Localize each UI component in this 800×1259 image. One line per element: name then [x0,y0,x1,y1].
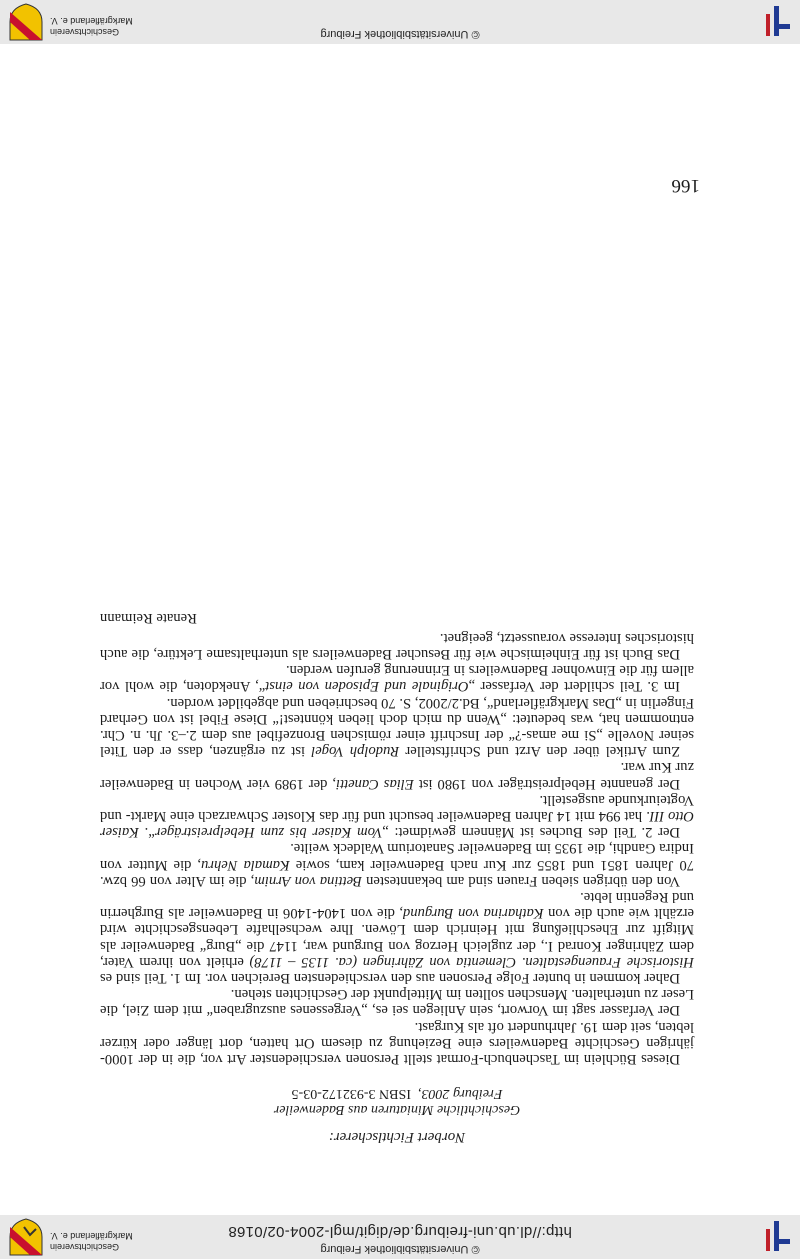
review-signature: Renate Reimann [100,609,197,626]
header-url[interactable]: http://dl.ub.uni-freiburg.de/digit/mgl-2004-02/0168 [228,1223,572,1240]
header-society: Geschichtsverein Markgräflerland e. V. [8,1217,158,1257]
society-shield-icon [8,2,44,42]
paragraph: Der 2. Teil des Buches ist Männern gewidmet: „Vom Kaiser bis zum Hebelpreisträger“. Kaiser Otto III. hat 994 mit 14 Jahren Badenweiler besucht und für das Kloster Schwarzach eine Markt- und Vogteiurkunde ausgestellt. [100,791,694,841]
footer-society: Geschichtsverein Markgräflerland e. V. [8,2,158,42]
paragraph: Zum Artikel über den Arzt und Schriftsteller Rudolph Vogel ist zu ergänzen, dass er den Titel seiner Novelle „Si me amas-?“ der Inschrift einer römischen Bronzefibel aus dem 2.–3. Jh. n. Chr. entnommen hat, was bedeutet: „Wenn du mich doch lieben könntest!“ Diese Fibel ist von Gerhard Fingerlin in „Das Markgräflerland“, Bd.2/2002, S. 70 beschrieben und abgebildet worden. [100,694,694,760]
publication-info: Freiburg 2003, ISBN 3-932172-03-5 [291,1086,503,1101]
paragraph: Von den übrigen sieben Frauen sind am bekanntesten Bettina von Arnim, die im Alter von 66 bzw. 70 Jahren 1851 und 1855 zur Kur nach Badenweiler kam, sowie Kamala Nehru, die Mutter von Indira Gandhi, die 1935 im Badenweiler Sanatorium Waldeck weilte. [100,840,694,889]
review-author: Norbert Fichtlscherer: [328,1129,466,1145]
header-bar [0,1215,800,1259]
header-copyright: © Universitätsbibliothek Freiburg [320,1243,480,1255]
footer-copyright: © Universitätsbibliothek Freiburg [320,28,480,40]
paragraph: Der Verfasser sagt im Vorwort, sein Anliegen sei es, „Vergessenes auszugraben“ mit dem Ziel, die Leser zu unterhalten. Menschen sollten im Mittelpunkt der Geschichten stehen. [100,986,694,1019]
footer-bar [0,0,800,44]
page-number: 166 [671,175,700,196]
paragraph: Daher kommen in bunter Folge Personen aus den verschiedensten Bereichen vor. Im 1. Teil sind es Historische Frauengestalten. Clementia von Zähringen (ca. 1135 – 1178) erhielt von ihrem Vater, dem Zähringer Konrad I., der zugleich Herzog von Burgund war, 1147 die „Burg“ Badenweiler als Mitgift zur Eheschließung mit Heinrich dem Löwen. Ihre wechselhafte Lebensgeschichte wird erzählt wie auch die von Katharina von Burgund, die von 1404-1406 in Badenweiler als Burgherrin und Regentin lebte. [99,888,694,986]
paragraph: Das Buch ist für Einheimische wie für Besucher Badenweilers als unterhaltsame Lektüre, die auch historisches Interesse voraussetzt, geeignet. [100,629,694,662]
paragraph: Dieses Büchlein im Taschenbuch-Format stellt Personen verschiedenster Art vor, die in der 1000-jährigen Geschichte Badenweilers eine Beziehung zu diesem Ort hatten, dort länger oder kürzer lebten, seit dem 19. Jahrhundert oft als Kurgast. [100,1018,694,1067]
paragraph: Im 3. Teil schildert der Verfasser „Originale und Episoden von einst“, Anekdoten, die wohl vor allem für die Einwohner Badenweilers in Erinnerung gerufen werden. [100,662,694,695]
review-body [100,609,694,1067]
book-title: Geschichtliche Miniaturen aus Badenweiler [273,1102,521,1117]
society-shield-icon [8,1217,44,1257]
paragraph: Der genannte Hebelpreisträger von 1980 ist Elias Canetti, der 1989 vier Wochen in Badenweiler zur Kur war. [100,759,694,792]
